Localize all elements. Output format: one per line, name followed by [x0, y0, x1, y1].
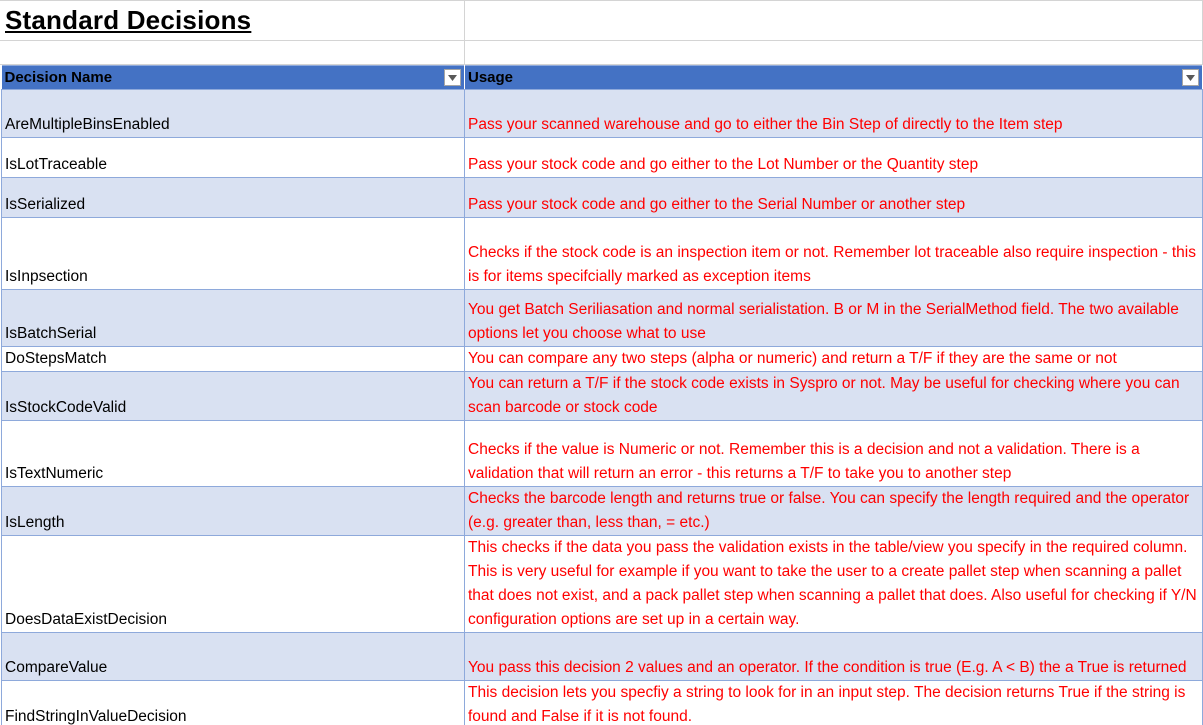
table-row — [2, 421, 1203, 487]
decision-name-cell[interactable]: IsLength — [2, 487, 465, 536]
table-row — [2, 536, 1203, 633]
decision-name-cell[interactable]: IsStockCodeValid — [2, 372, 465, 421]
header-usage[interactable] — [465, 66, 1203, 90]
chevron-down-icon — [448, 75, 457, 81]
usage-cell[interactable]: This checks if the data you pass the validation exists in the table/view you specify in the required column. This is very useful for example if you want to take the user to a create pallet step when scanning a pallet that does not exist, and a pack pallet step when scanning a pallet that does. Also useful for checking if Y/N configuration options are set up in a certain way. — [465, 536, 1203, 633]
title-cell[interactable] — [0, 0, 464, 40]
usage-cell[interactable]: You can compare any two steps (alpha or numeric) and return a T/F if they are the same or not — [465, 347, 1203, 372]
table-row — [2, 290, 1203, 347]
usage-cell[interactable]: Checks if the stock code is an inspection item or not. Remember lot traceable also require inspection - this is for items specifcially marked as exception items — [465, 218, 1203, 290]
table-row — [2, 633, 1203, 681]
usage-cell[interactable]: You pass this decision 2 values and an operator. If the condition is true (E.g. A < B) the a True is returned — [465, 633, 1203, 681]
usage-cell[interactable]: You can return a T/F if the stock code exists in Syspro or not. May be useful for checking where you can scan barcode or stock code — [465, 372, 1203, 421]
grid-line — [0, 40, 1203, 41]
table-header-row — [2, 66, 1203, 90]
chevron-down-icon — [1186, 75, 1195, 81]
decisions-table — [1, 65, 1203, 725]
table-row — [2, 487, 1203, 536]
usage-cell[interactable]: Pass your stock code and go either to the Serial Number or another step — [465, 178, 1203, 218]
usage-cell[interactable]: You get Batch Seriliasation and normal serialistation. B or M in the SerialMethod field. The two available options let you choose what to use — [465, 290, 1203, 347]
usage-cell[interactable]: This decision lets you specfiy a string to look for in an input step. The decision returns True if the string is found and False if it is not found. — [465, 681, 1203, 725]
table-row — [2, 178, 1203, 218]
decision-name-cell[interactable]: IsBatchSerial — [2, 290, 465, 347]
table-row — [2, 347, 1203, 372]
usage-cell[interactable]: Pass your scanned warehouse and go to either the Bin Step of directly to the Item step — [465, 90, 1203, 138]
decision-name-cell[interactable]: IsSerialized — [2, 178, 465, 218]
decision-name-cell[interactable]: IsLotTraceable — [2, 138, 465, 178]
decision-name-cell[interactable]: DoesDataExistDecision — [2, 536, 465, 633]
header-usage-label: Usage — [468, 69, 514, 86]
filter-dropdown-button[interactable] — [1182, 69, 1199, 86]
usage-cell[interactable]: Pass your stock code and go either to the Lot Number or the Quantity step — [465, 138, 1203, 178]
table-row — [2, 681, 1203, 725]
usage-cell[interactable]: Checks the barcode length and returns true or false. You can specify the length required and the operator (e.g. greater than, less than, = etc.) — [465, 487, 1203, 536]
decision-name-cell[interactable]: IsInpsection — [2, 218, 465, 290]
table-row — [2, 218, 1203, 290]
table-row — [2, 138, 1203, 178]
decision-name-cell[interactable]: FindStringInValueDecision — [2, 681, 465, 725]
table-row — [2, 90, 1203, 138]
header-decision-name-label: Decision Name — [4, 69, 113, 86]
filter-dropdown-button[interactable] — [444, 69, 461, 86]
header-decision-name[interactable] — [2, 66, 465, 90]
decision-name-cell[interactable]: CompareValue — [2, 633, 465, 681]
usage-cell[interactable]: Checks if the value is Numeric or not. Remember this is a decision and not a validation. There is a validation that will return an error - this returns a T/F to take you to another step — [465, 421, 1203, 487]
decision-name-cell[interactable]: IsTextNumeric — [2, 421, 465, 487]
decision-name-cell[interactable]: DoStepsMatch — [2, 347, 465, 372]
page-title: Standard Decisions — [5, 4, 252, 35]
table-row — [2, 372, 1203, 421]
grid-line — [464, 0, 465, 65]
decision-name-cell[interactable]: AreMultipleBinsEnabled — [2, 90, 465, 138]
